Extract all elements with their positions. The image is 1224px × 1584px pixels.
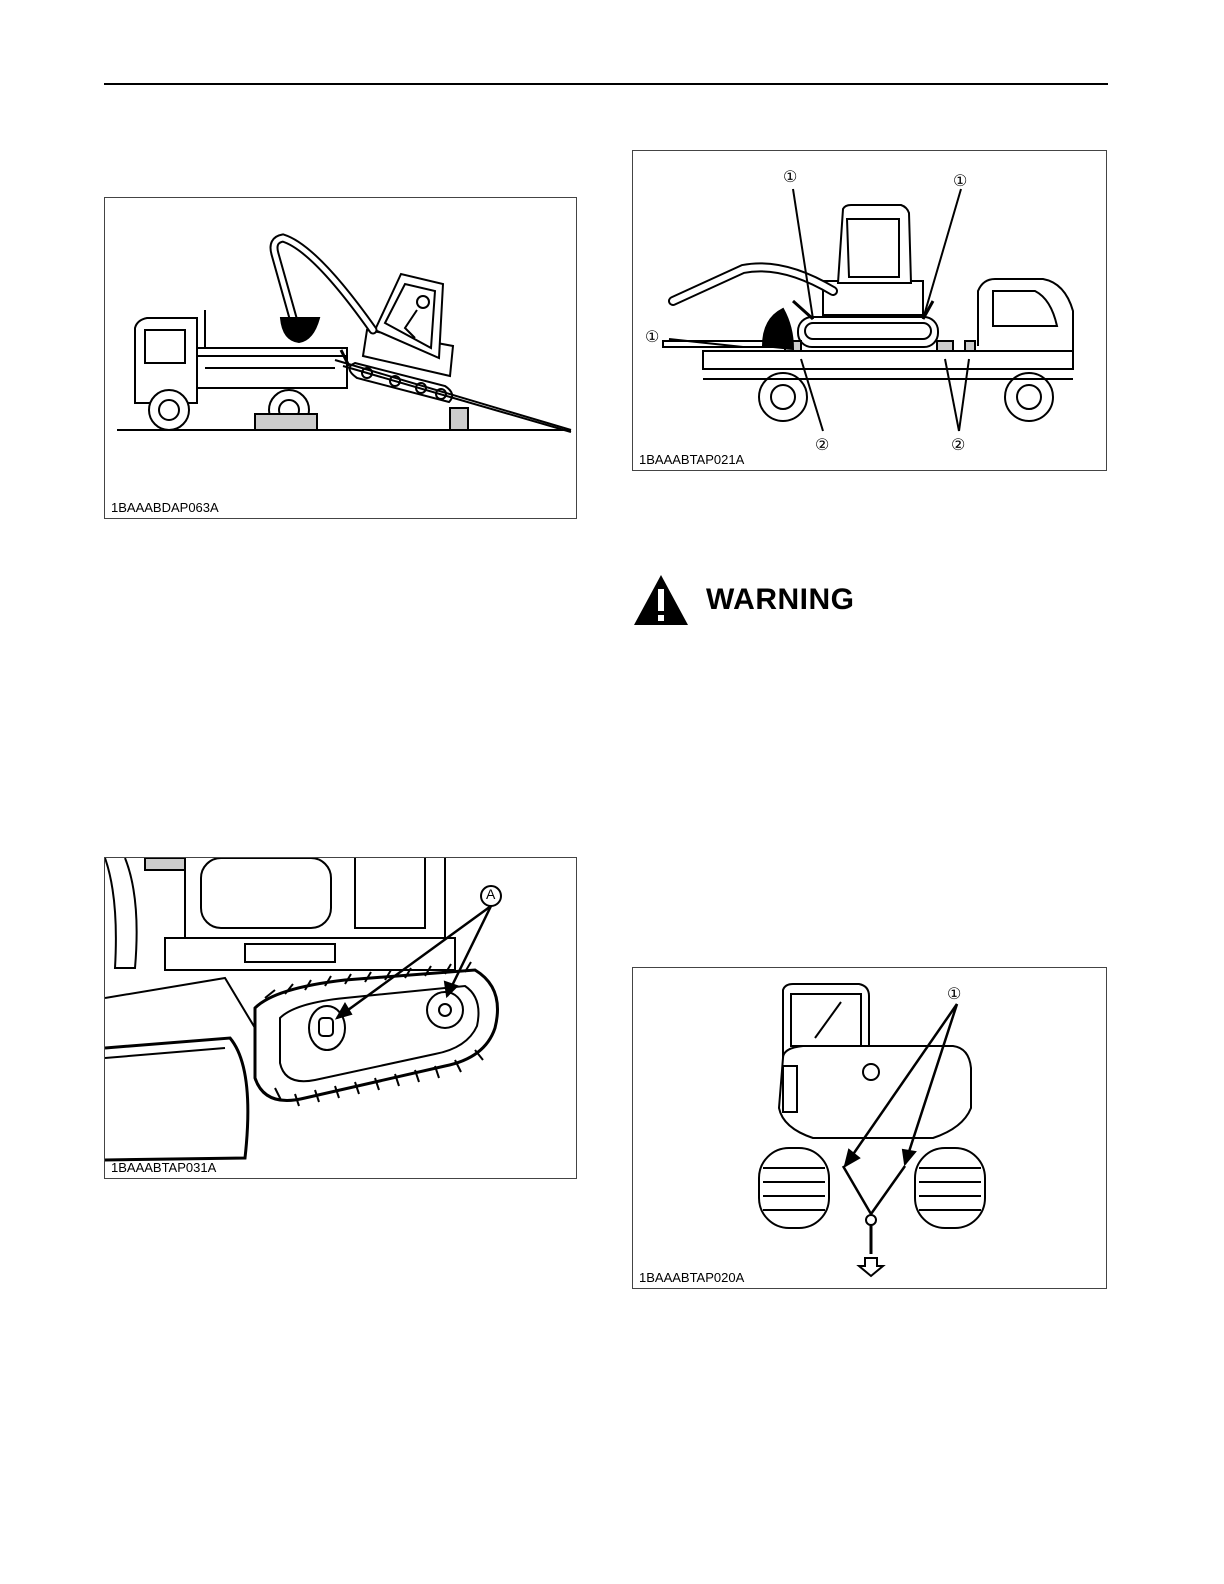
callout-1: ① [947, 986, 962, 1003]
figure-code: 1BAAABTAP031A [111, 1160, 217, 1175]
truck-tiedown-illustration [633, 151, 1106, 470]
figure-rear-lift [632, 967, 1107, 1289]
ramp-loading-illustration [105, 198, 576, 518]
warning-label: WARNING [706, 583, 855, 616]
callout-2-center: ② [815, 437, 830, 454]
rear-lift-illustration [633, 968, 1106, 1288]
figure-code: 1BAAABTAP020A [639, 1270, 745, 1285]
figure-track-lift-points [104, 857, 577, 1179]
callout-1-top-left: ① [783, 169, 798, 186]
header-rule [104, 83, 1108, 85]
callout-1-top-right: ① [953, 173, 968, 190]
callout-1-left: ① [645, 329, 660, 346]
figure-ramp-loading [104, 197, 577, 519]
figure-code: 1BAAABTAP021A [639, 452, 745, 467]
warning-triangle-icon [632, 573, 690, 627]
warning-heading [632, 572, 855, 628]
callout-2-right: ② [951, 437, 966, 454]
figure-truck-tiedown [632, 150, 1107, 471]
callout-a: A [486, 886, 496, 902]
track-lift-points-illustration [105, 858, 576, 1178]
figure-code: 1BAAABDAP063A [111, 500, 219, 515]
